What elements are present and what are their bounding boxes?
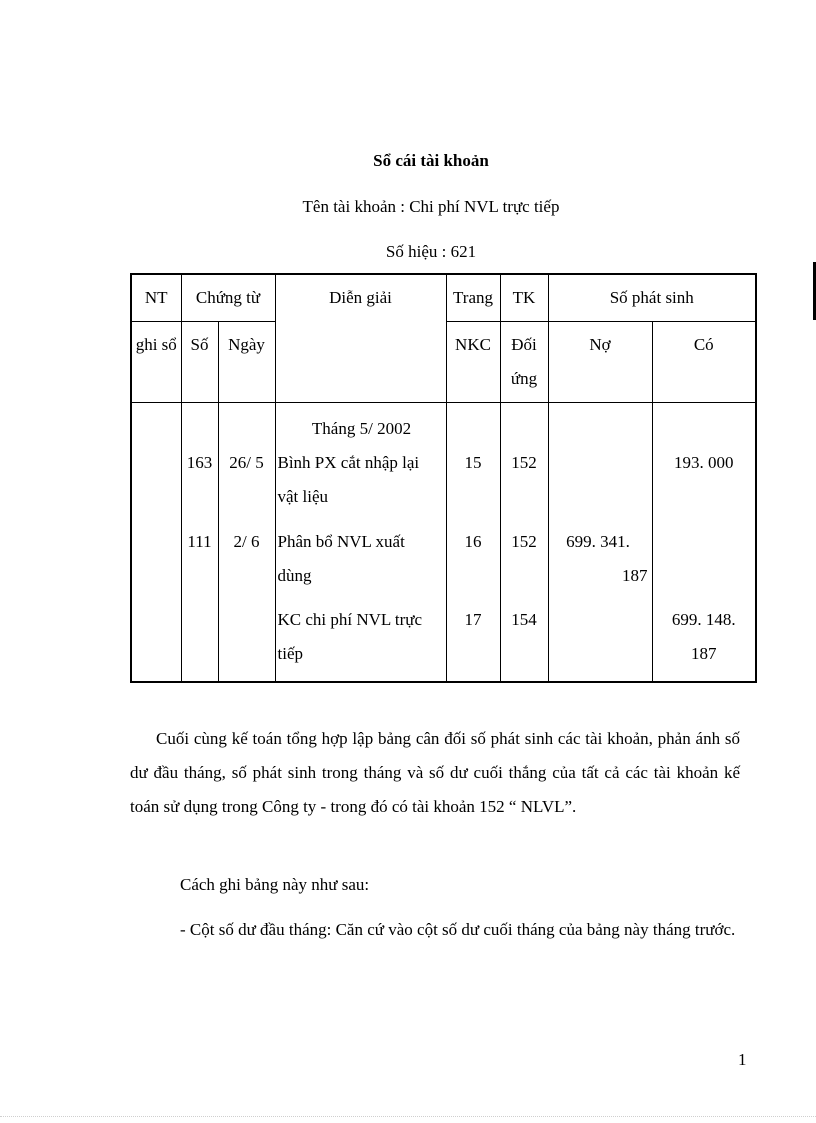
row-3-trang: 17 xyxy=(464,610,482,629)
body-row xyxy=(131,403,756,683)
header-trang: Trang xyxy=(453,288,493,307)
row-1-dien-giai-2: vật liệu xyxy=(277,487,329,506)
header-no-cell xyxy=(548,322,652,403)
header-nkc-cell xyxy=(446,322,500,403)
header-trang-cell xyxy=(446,274,500,322)
header-nt-ghi-so: ghi sổ xyxy=(135,335,177,354)
ledger-title: Sổ cái tài khoản xyxy=(373,151,489,170)
row-2-so: 111 xyxy=(187,532,212,551)
header-doi-ung-cell xyxy=(500,322,548,403)
header-nkc: NKC xyxy=(455,335,491,354)
body-trang-column xyxy=(446,403,500,683)
body-co-column xyxy=(652,403,756,683)
row-3-dien-giai-1: KC chi phí NVL trực xyxy=(277,610,423,629)
row-2-trang: 16 xyxy=(464,532,482,551)
header-co: Có xyxy=(693,335,714,354)
header-so: Số xyxy=(190,335,209,354)
body-no-column xyxy=(548,403,652,683)
row-2-ngay: 2/ 6 xyxy=(233,532,260,551)
row-2-dien-giai-2: dùng xyxy=(277,566,312,585)
header-nt-cell xyxy=(131,274,181,322)
row-3-co-2: 187 xyxy=(691,644,717,663)
row-1-co: 193. 000 xyxy=(674,453,734,472)
header-co-cell xyxy=(652,322,756,403)
row-3-dien-giai-2: tiếp xyxy=(277,644,303,663)
header-doi: Đối xyxy=(511,335,537,354)
header-nt: NT xyxy=(144,288,168,307)
row-3-tk: 154 xyxy=(511,610,537,629)
row-2-dien-giai-1: Phân bổ NVL xuất xyxy=(277,532,405,551)
month-label: Tháng 5/ 2002 xyxy=(311,419,412,438)
body-dien-giai-column xyxy=(275,403,446,683)
header-so-phat-sinh-cell xyxy=(548,274,756,322)
header-tk-cell xyxy=(500,274,548,322)
body-tk-column xyxy=(500,403,548,683)
header-no: Nợ xyxy=(589,335,611,354)
account-number-line: Số hiệu : 621 xyxy=(385,242,477,261)
header-ngay: Ngày xyxy=(228,335,265,354)
body-nt-column xyxy=(131,403,181,683)
page-number: 1 xyxy=(738,1050,747,1069)
row-3-co-1: 699. 148. xyxy=(671,610,736,629)
header-ung: ứng xyxy=(510,369,538,388)
account-name-line: Tên tài khoản : Chi phí NVL trực tiếp xyxy=(302,197,560,216)
header-dien-giai: Diễn giải xyxy=(329,288,392,307)
page-bottom-rule xyxy=(0,1116,816,1118)
paragraph-summary: Cuối cùng kế toán tổng hợp lập bảng cân đối số phát sinh các tài khoản, phản ánh số dư đầu tháng, số phát sinh trong tháng và số dư cuối thắng của tất cả các tài khoản kế toán sử dụng trong Công ty - trong đó có tài khoản 152 “ NLVL”. xyxy=(130,729,740,816)
row-1-dien-giai-1: Bình PX cắt nhập lại xyxy=(277,453,420,472)
body-so-column xyxy=(181,403,218,683)
row-2-no-2: 187 xyxy=(622,566,648,585)
ledger-table xyxy=(130,273,757,683)
paragraph-opening-balance: - Cột số dư đầu tháng: Căn cứ vào cột số dư cuối tháng của bảng này tháng trước. xyxy=(180,920,736,939)
header-row-1 xyxy=(131,274,756,322)
row-1-tk: 152 xyxy=(511,453,537,472)
header-nt-ghi-so-cell xyxy=(131,322,181,403)
header-so-cell xyxy=(181,322,218,403)
header-ngay-cell xyxy=(218,322,275,403)
body-ngay-column xyxy=(218,403,275,683)
row-2-tk: 152 xyxy=(511,532,537,551)
row-1-ngay: 26/ 5 xyxy=(229,453,264,472)
row-1-so: 163 xyxy=(186,453,213,472)
paragraph-method-intro: Cách ghi bảng này như sau: xyxy=(180,875,370,894)
header-chung-tu: Chứng từ xyxy=(195,288,261,307)
header-dien-giai-cell xyxy=(275,274,446,403)
row-1-trang: 15 xyxy=(464,453,482,472)
header-so-phat-sinh: Số phát sinh xyxy=(609,288,694,307)
row-2-no-1: 699. 341. xyxy=(566,532,630,551)
header-chung-tu-cell xyxy=(181,274,275,322)
header-tk: TK xyxy=(512,288,536,307)
